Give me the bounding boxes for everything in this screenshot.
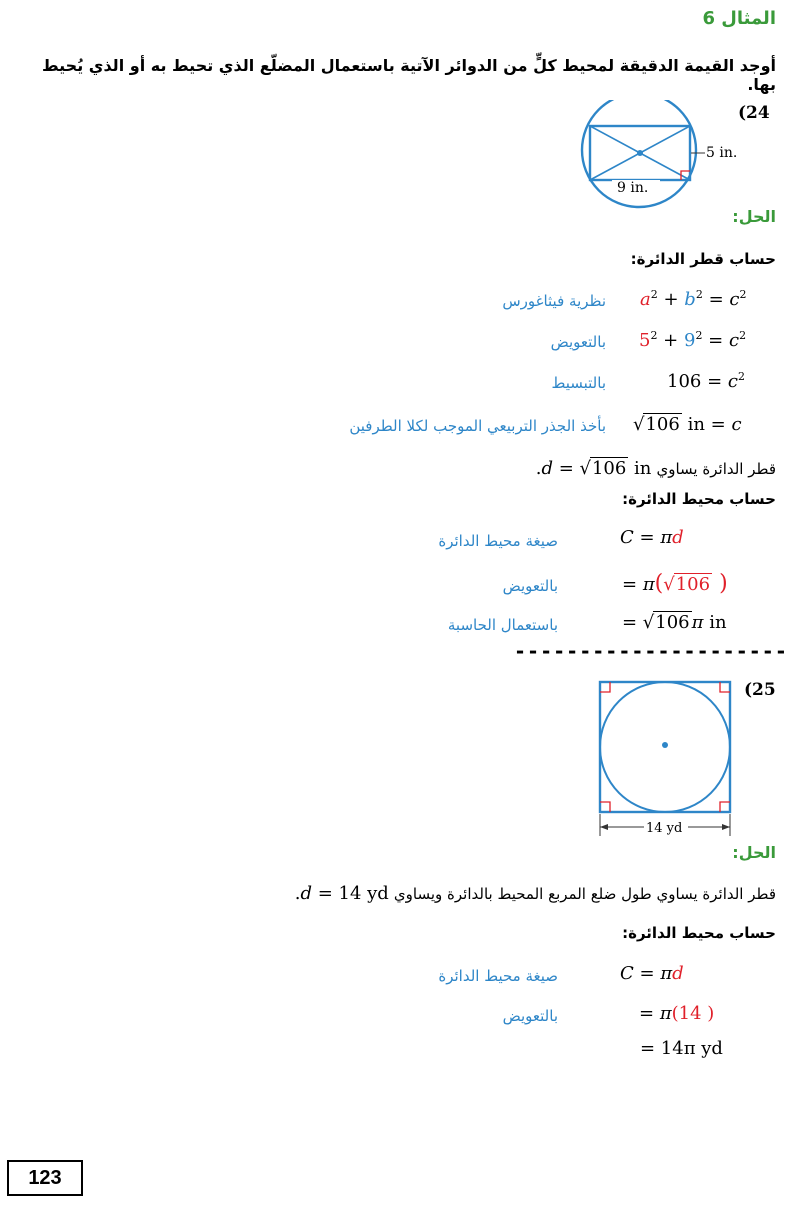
problem-25-statement: .d = 14 yd قطر الدائرة يساوي طول ضلع المربع المحيط بالدائرة ويساوي <box>294 883 776 904</box>
problem-25-circumference-heading: حساب محيط الدائرة: <box>622 924 776 942</box>
step-simplify-equation: $106 = c^2$ <box>667 370 745 392</box>
diameter-sentence: .d = √106 in قطر الدائرة يساوي <box>535 458 776 479</box>
circ-calculator-reason: باستعمال الحاسبة <box>447 616 558 634</box>
circ25-substitute-reason: بالتعويض <box>502 1007 558 1025</box>
circ-substitute-equation: = π(√106 ) <box>622 571 728 596</box>
example-title: المثال 6 <box>702 8 776 29</box>
circ-calculator-equation: = √106 π in <box>622 612 727 633</box>
step-pythagoras-equation: $a^2 + b^2 = c^2$ <box>640 288 747 310</box>
circ25-result: = 14π yd <box>640 1038 723 1059</box>
dashed-divider: --------------------- <box>514 639 788 663</box>
figure-24-center-dot <box>637 150 643 156</box>
step-pythagoras-reason: نظرية فيثاغورس <box>502 292 606 310</box>
page-number: 123 <box>7 1160 83 1196</box>
step-sqrt-reason: بأخذ الجذر التربيعي الموجب لكلا الطرفين <box>349 417 606 435</box>
figure-25-center-dot <box>662 742 668 748</box>
problem-24-circumference-heading: حساب محيط الدائرة: <box>622 490 776 508</box>
circ-formula-reason: صيغة محيط الدائرة <box>438 532 558 550</box>
problem-24-number: (24 <box>738 103 770 123</box>
step-substitute-reason: بالتعويض <box>550 333 606 351</box>
figure-25-bottom-label: 14 yd <box>646 821 683 836</box>
circ25-formula-equation: C = πd <box>620 963 684 984</box>
circ25-formula-reason: صيغة محيط الدائرة <box>438 967 558 985</box>
step-substitute-equation: $5^2 + 9^2 = c^2$ <box>639 329 747 351</box>
figure-25-square-circle <box>592 674 742 840</box>
figure-24-side-label: 5 in. <box>706 145 738 161</box>
circ-substitute-reason: بالتعويض <box>502 577 558 595</box>
example-instruction: أوجد القيمة الدقيقة لمحيط كلٍّ من الدوائر الآتية باستعمال المضلّع الذي تحيط به أو الذي يُحيط بها. <box>42 56 776 94</box>
problem-24-diameter-heading: حساب قطر الدائرة: <box>630 250 776 268</box>
diameter-sentence-math: .d = √106 in <box>535 458 652 479</box>
problem-25-solution-label: الحل: <box>732 843 776 862</box>
circ25-substitute-equation: = π(14 ) <box>639 1003 715 1024</box>
problem-24-solution-label: الحل: <box>732 207 776 226</box>
figure-24-circle-rectangle <box>560 100 760 212</box>
figure-24-bottom-label: 9 in. <box>617 180 649 196</box>
step-simplify-reason: بالتبسيط <box>551 374 606 392</box>
circ-formula-equation: C = πd <box>620 527 684 548</box>
step-sqrt-equation: √106 in = c <box>633 414 742 435</box>
problem-25-number: (25 <box>744 680 776 700</box>
